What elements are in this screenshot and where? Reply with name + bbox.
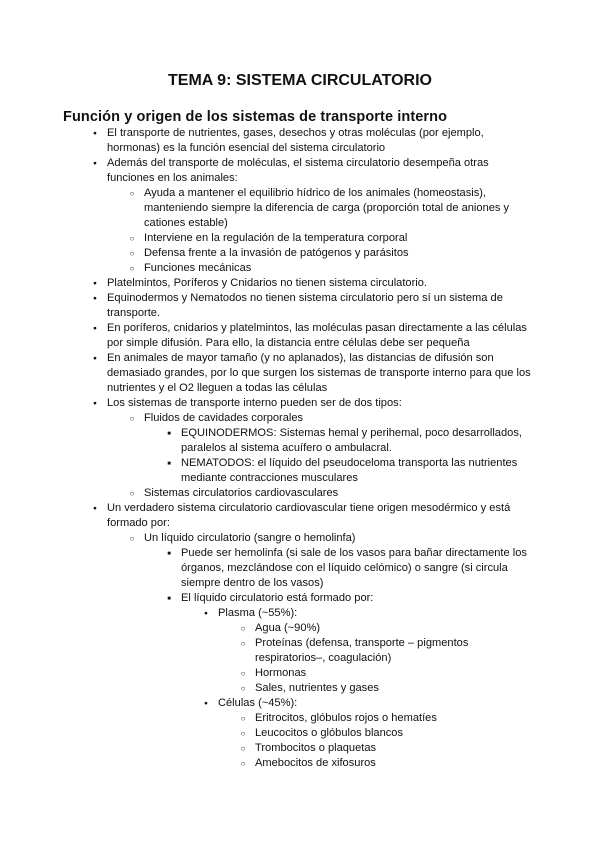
bullet-disc-icon (89, 351, 101, 366)
list-item: ■ EQUINODERMOS: Sistemas hemal y perihemal, poco desarrollados, paralelos al sistema acuífero o ambulacral. (181, 426, 536, 456)
list-item: ○ Proteínas (defensa, transporte – pigmentos respiratorios–, coagulación) (255, 636, 535, 666)
bullet-list-level-3 (144, 546, 544, 771)
list-item: ○ Sistemas circulatorios cardiovasculares (144, 486, 544, 501)
bullet-disc-icon (89, 276, 101, 291)
bullet-circle-icon (126, 261, 138, 277)
bullet-circle-icon (237, 711, 249, 727)
bullet-list-level-5 (218, 621, 538, 696)
list-item: ● Platelmintos, Poríferos y Cnidarios no tienen sistema circulatorio. (107, 276, 535, 291)
list-item: ● Equinodermos y Nematodos no tienen sistema circulatorio pero sí un sistema de transporte. (107, 291, 535, 321)
bullet-circle-icon (126, 186, 138, 202)
list-item: ○ Defensa frente a la invasión de patógenos y parásitos (144, 246, 544, 261)
bullet-disc-icon (89, 291, 101, 306)
bullet-list-level-4 (181, 606, 536, 771)
bullet-circle-icon (237, 741, 249, 757)
bullet-circle-icon (237, 636, 249, 652)
bullet-circle-icon (126, 411, 138, 427)
list-item: ○ Eritrocitos, glóbulos rojos o hematíes (255, 711, 535, 726)
bullet-list-level-5 (218, 711, 538, 771)
list-item: ■ El líquido circulatorio está formado por: ● Plasma (~55%): ○ Agua (~90%) ○ Proteínas (defensa, transporte – pigmentos respiratorios–, coagulación) ○ Hormonas ○ Sales, nutrientes y gases ● Células (~45%): ○ Eritrocitos, glóbulos rojos o hematíes ○ Leucocitos o glóbulos blancos ○ Trombocitos o plaquetas ○ Amebocitos de xifosuros (181, 591, 536, 771)
list-item: ○ Ayuda a mantener el equilibrio hídrico de los animales (homeostasis), manteniendo siempre la diferencia de carga (proporción total de aniones y cationes estable) (144, 186, 544, 231)
bullet-circle-icon (237, 666, 249, 682)
list-item: ○ Funciones mecánicas (144, 261, 544, 276)
list-item: ● Plasma (~55%): ○ Agua (~90%) ○ Proteínas (defensa, transporte – pigmentos respiratorios–, coagulación) ○ Hormonas ○ Sales, nutrientes y gases (218, 606, 538, 696)
bullet-circle-icon (126, 531, 138, 547)
list-item: ○ Sales, nutrientes y gases (255, 681, 535, 696)
bullet-list-level-2 (107, 186, 535, 276)
list-item: ● En poríferos, cnidarios y platelmintos, las moléculas pasan directamente a las células por simple difusión. Para ello, la distancia entre células debe ser pequeña (107, 321, 535, 351)
bullet-disc-icon (89, 501, 101, 516)
list-item: ■ NEMATODOS: el líquido del pseudoceloma transporta las nutrientes mediante contracciones musculares (181, 456, 536, 486)
bullet-square-icon (163, 546, 175, 562)
list-item: ○ Fluidos de cavidades corporales ■ EQUINODERMOS: Sistemas hemal y perihemal, poco desarrollados, paralelos al sistema acuífero o ambulacral. ■ NEMATODOS: el líquido del pseudoceloma transporta las nutrientes mediante contracciones musculares (144, 411, 544, 486)
list-item: ● El transporte de nutrientes, gases, desechos y otras moléculas (por ejemplo, hormonas) es la función esencial del sistema circulatorio (107, 126, 535, 156)
bullet-circle-icon (126, 486, 138, 502)
bullet-disc-icon (89, 156, 101, 171)
bullet-disc-icon (89, 396, 101, 411)
bullet-disc-icon (89, 321, 101, 336)
bullet-disc-icon (89, 126, 101, 141)
bullet-circle-icon (126, 246, 138, 262)
bullet-square-icon (163, 426, 175, 442)
page-title: TEMA 9: SISTEMA CIRCULATORIO (168, 72, 432, 89)
list-item: ○ Un líquido circulatorio (sangre o hemolinfa) ■ Puede ser hemolinfa (si sale de los vasos para bañar directamente los órganos, mezclándose con el líquido celómico) o sangre (si circula siempre dentro de los vasos) ■ El líquido circulatorio está formado por: ● Plasma (~55%): ○ Agua (~90%) ○ Proteínas (defensa, transporte – pigmentos respiratorios–, coagulación) ○ Hormonas ○ Sales, nutrientes y gases ● Células (~45%): ○ Eritrocitos, glóbulos rojos o hematíes ○ Leucocitos o glóbulos blancos ○ Trombocitos o plaquetas ○ Amebocitos de xifosuros (144, 531, 544, 771)
list-item: ● Los sistemas de transporte interno pueden ser de dos tipos: ○ Fluidos de cavidades corporales ■ EQUINODERMOS: Sistemas hemal y perihemal, poco desarrollados, paralelos al sistema acuífero o ambulacral. ■ NEMATODOS: el líquido del pseudoceloma transporta las nutrientes mediante contracciones musculares ○ Sistemas circulatorios cardiovasculares (107, 396, 535, 501)
bullet-square-icon (163, 591, 175, 607)
bullet-list-level-2 (107, 531, 535, 771)
list-item: ○ Agua (~90%) (255, 621, 535, 636)
list-item: ○ Trombocitos o plaquetas (255, 741, 535, 756)
bullet-list-level-3 (144, 426, 544, 486)
list-item: ○ Leucocitos o glóbulos blancos (255, 726, 535, 741)
bullet-disc-icon (200, 606, 212, 621)
bullet-circle-icon (237, 756, 249, 772)
bullet-square-icon (163, 456, 175, 472)
list-item: ● En animales de mayor tamaño (y no aplanados), las distancias de difusión son demasiado grandes, por lo que surgen los sistemas de transporte interno para que los nutrientes y el O2 lleguen a todas las células (107, 351, 535, 396)
list-item: ○ Amebocitos de xifosuros (255, 756, 535, 771)
list-item: ○ Interviene en la regulación de la temperatura corporal (144, 231, 544, 246)
bullet-list-body (0, 126, 600, 771)
list-item: ○ Hormonas (255, 666, 535, 681)
section-heading: Función y origen de los sistemas de transporte interno (63, 109, 448, 125)
bullet-circle-icon (237, 621, 249, 637)
bullet-circle-icon (237, 681, 249, 697)
list-item: ● Además del transporte de moléculas, el sistema circulatorio desempeña otras funciones en los animales: ○ Ayuda a mantener el equilibrio hídrico de los animales (homeostasis), manteniendo siempre la diferencia de carga (proporción total de aniones y cationes estable) ○ Interviene en la regulación de la temperatura corporal ○ Defensa frente a la invasión de patógenos y parásitos ○ Funciones mecánicas (107, 156, 535, 276)
bullet-circle-icon (237, 726, 249, 742)
list-item: ● Un verdadero sistema circulatorio cardiovascular tiene origen mesodérmico y está formado por: ○ Un líquido circulatorio (sangre o hemolinfa) ■ Puede ser hemolinfa (si sale de los vasos para bañar directamente los órganos, mezclándose con el líquido celómico) o sangre (si circula siempre dentro de los vasos) ■ El líquido circulatorio está formado por: ● Plasma (~55%): ○ Agua (~90%) ○ Proteínas (defensa, transporte – pigmentos respiratorios–, coagulación) ○ Hormonas ○ Sales, nutrientes y gases ● Células (~45%): ○ Eritrocitos, glóbulos rojos o hematíes ○ Leucocitos o glóbulos blancos ○ Trombocitos o plaquetas ○ Amebocitos de xifosuros (107, 501, 535, 771)
list-item: ● Células (~45%): ○ Eritrocitos, glóbulos rojos o hematíes ○ Leucocitos o glóbulos blancos ○ Trombocitos o plaquetas ○ Amebocitos de xifosuros (218, 696, 538, 771)
bullet-list-level-2 (107, 411, 535, 501)
bullet-disc-icon (200, 696, 212, 711)
list-item: ■ Puede ser hemolinfa (si sale de los vasos para bañar directamente los órganos, mezclándose con el líquido celómico) o sangre (si circula siempre dentro de los vasos) (181, 546, 536, 591)
bullet-list-level-1 (0, 126, 600, 771)
bullet-circle-icon (126, 231, 138, 247)
